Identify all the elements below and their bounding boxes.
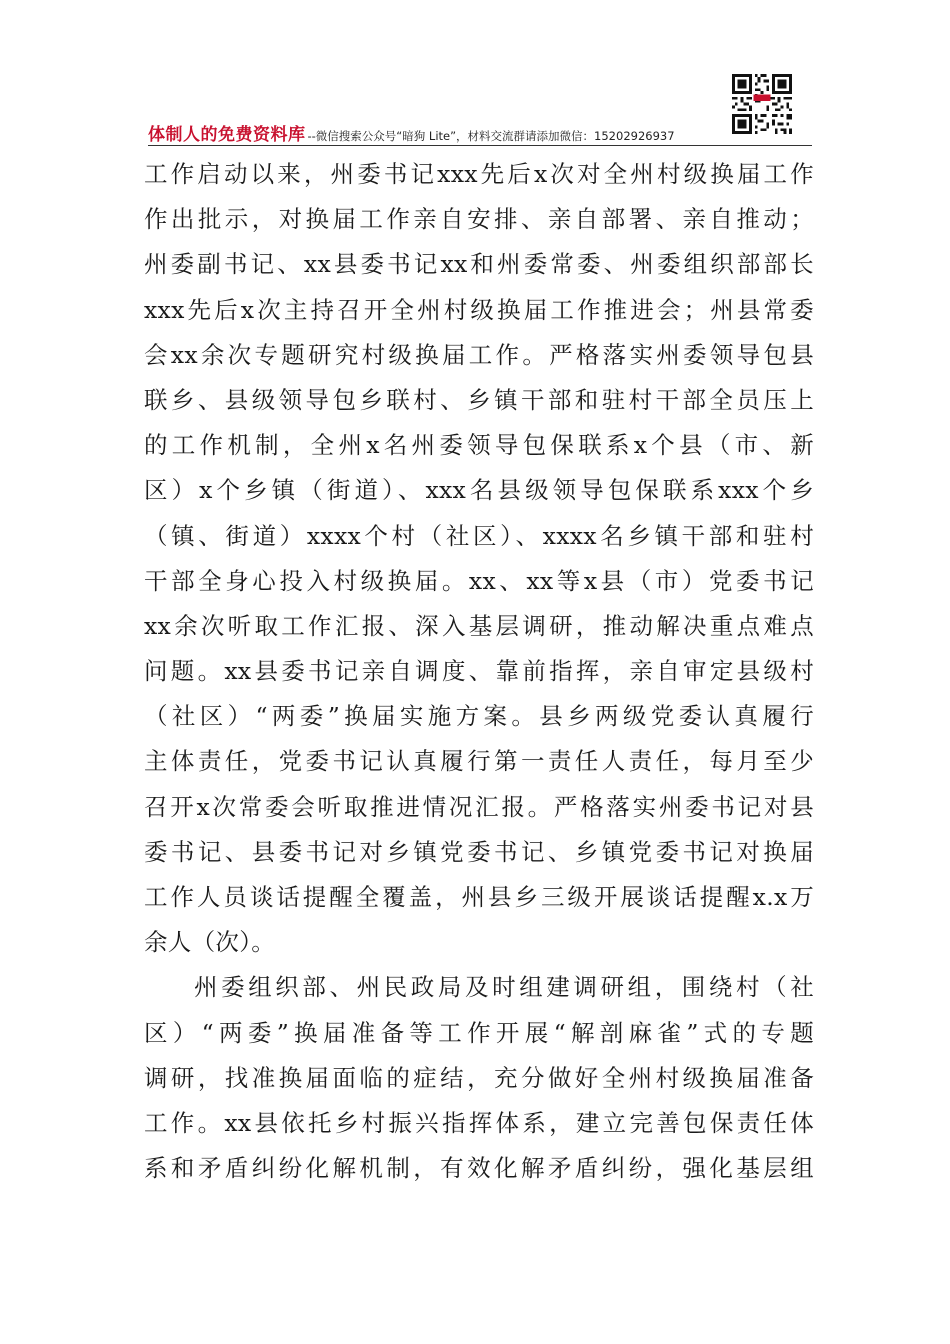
paragraph-start-line: 州委组织部、州民政局及时组建调研组，围绕村（社 bbox=[194, 973, 814, 1002]
text-line: xxx先后x次主持召开全州村级换届工作推进会；州县常委 bbox=[144, 295, 814, 324]
text-line: 区）“两委”换届准备等工作开展“解剖麻雀”式的专题 bbox=[144, 1018, 814, 1047]
text-line: 主体责任，党委书记认真履行第一责任人责任，每月至少 bbox=[144, 747, 814, 776]
text-line: 作出批示，对换届工作亲自安排、亲自部署、亲自推动； bbox=[144, 205, 814, 234]
text-line: 工作。xx县依托乡村振兴指挥体系，建立完善包保责任体 bbox=[144, 1108, 814, 1137]
text-line: xx余次听取工作汇报、深入基层调研，推动解决重点难点 bbox=[144, 611, 814, 640]
text-line: 工作启动以来，州委书记xxx先后x次对全州村级换届工作 bbox=[144, 160, 814, 188]
text-line: （镇、街道）xxxx个村（社区）、xxxx名乡镇干部和驻村 bbox=[144, 521, 814, 550]
document-body bbox=[144, 152, 814, 1191]
header-note: --微信搜索公众号“暗狗 Lite”，材料交流群请添加微信：15202926937 bbox=[307, 129, 675, 143]
text-line: 召开x次常委会听取推进情况汇报。严格落实州委书记对县 bbox=[144, 792, 814, 821]
text-line: 的工作机制，全州x名州委领导包保联系x个县（市、新 bbox=[144, 431, 814, 460]
qr-code-icon bbox=[732, 74, 792, 134]
text-line: 州委副书记、xx县委书记xx和州委常委、州委组织部部长 bbox=[144, 250, 814, 279]
brand-title: 体制人的免费资料库 bbox=[148, 125, 306, 145]
text-line: 问题。xx县委书记亲自调度、靠前指挥，亲自审定县级村 bbox=[144, 657, 814, 686]
text-line: 调研，找准换届面临的症结，充分做好全州村级换届准备 bbox=[144, 1063, 814, 1092]
text-line: 干部全身心投入村级换届。xx、xx等x县（市）党委书记 bbox=[144, 566, 814, 595]
page-header bbox=[148, 120, 812, 146]
text-line: 联乡、县级领导包乡联村、乡镇干部和驻村干部全员压上 bbox=[144, 385, 814, 414]
text-line: 会xx余次专题研究村级换届工作。严格落实州委领导包县 bbox=[144, 340, 814, 369]
text-line: （社区）“两委”换届实施方案。县乡两级党委认真履行 bbox=[144, 702, 814, 731]
text-line: 委书记、县委书记对乡镇党委书记、乡镇党委书记对换届 bbox=[144, 837, 814, 866]
text-line: 余人（次）。 bbox=[144, 928, 276, 957]
text-line: 工作人员谈话提醒全覆盖，州县乡三级开展谈话提醒x.x万 bbox=[144, 883, 814, 911]
header-divider bbox=[148, 145, 812, 146]
text-line: 系和矛盾纠纷化解机制，有效化解矛盾纠纷，强化基层组 bbox=[144, 1154, 814, 1183]
text-line: 区）x个乡镇（街道）、xxx名县级领导包保联系xxx个乡 bbox=[144, 476, 814, 505]
